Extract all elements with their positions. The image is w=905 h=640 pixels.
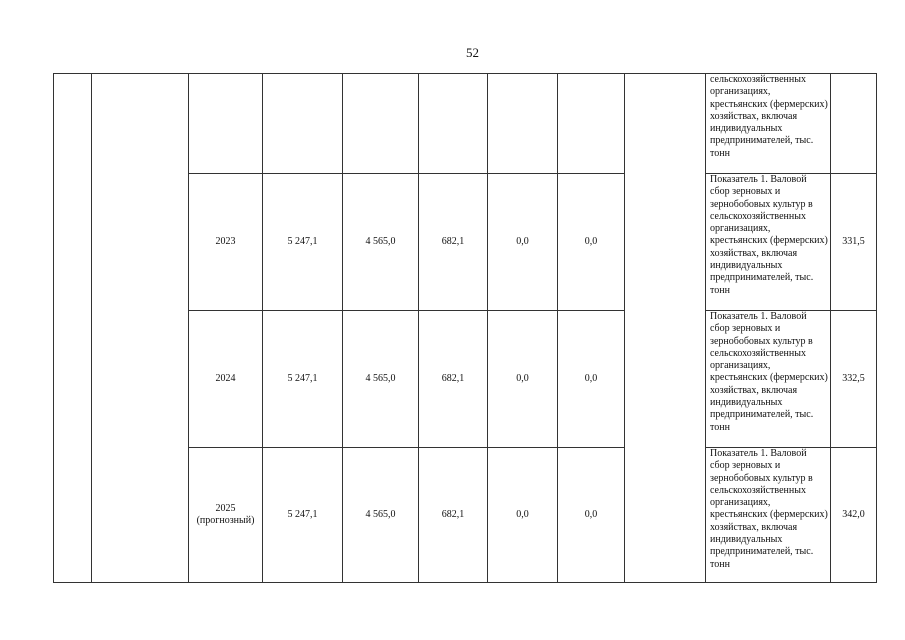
budget-table <box>53 73 877 583</box>
table-cell-col4: 0,0 <box>488 311 558 448</box>
table-cell-col2: 4 565,0 <box>343 174 419 311</box>
table-cell-value: 342,0 <box>831 448 877 583</box>
table-cell-col2: 4 565,0 <box>343 311 419 448</box>
table-cell-total: 5 247,1 <box>263 174 343 311</box>
table-row-carryover <box>54 74 877 174</box>
table-cell-year: 2025 (прогнозный) <box>189 448 263 583</box>
table-cell-col5: 0,0 <box>558 174 625 311</box>
table-cell-col5: 0,0 <box>558 448 625 583</box>
table-cell-col4 <box>488 74 558 174</box>
table-cell-value <box>831 74 877 174</box>
table-cell-indicator: сельскохозяйственных организациях, крестьянских (фермерских) хозяйствах, включая индивидуальных предпринимателей, тыс. тонн <box>706 74 831 174</box>
table-cell-col2 <box>343 74 419 174</box>
table-cell-indicator: Показатель 1. Валовой сбор зерновых и зернобобовых культур в сельскохозяйственных организациях, крестьянских (фермерских) хозяйствах, включая индивидуальных предпринимателей, тыс. тонн <box>706 174 831 311</box>
table-cell-col5 <box>558 74 625 174</box>
table-cell-indicator: Показатель 1. Валовой сбор зерновых и зернобобовых культур в сельскохозяйственных организациях, крестьянских (фермерских) хозяйствах, включая индивидуальных предпринимателей, тыс. тонн <box>706 311 831 448</box>
table-cell-col3: 682,1 <box>419 174 488 311</box>
table-cell-col4: 0,0 <box>488 174 558 311</box>
table-cell-col5: 0,0 <box>558 311 625 448</box>
table-cell-event <box>92 74 189 583</box>
table-cell-year: 2023 <box>189 174 263 311</box>
table-cell-year: 2024 <box>189 311 263 448</box>
table-cell-col3: 682,1 <box>419 311 488 448</box>
table-cell-indicator: Показатель 1. Валовой сбор зерновых и зернобобовых культур в сельскохозяйственных организациях, крестьянских (фермерских) хозяйствах, включая индивидуальных предпринимателей, тыс. тонн <box>706 448 831 583</box>
table-cell-year <box>189 74 263 174</box>
table-cell-value: 331,5 <box>831 174 877 311</box>
table-cell-col2: 4 565,0 <box>343 448 419 583</box>
table-cell-col4: 0,0 <box>488 448 558 583</box>
table-cell-total: 5 247,1 <box>263 311 343 448</box>
table-cell-executor <box>625 74 706 583</box>
table-cell-col3: 682,1 <box>419 448 488 583</box>
table-cell-total <box>263 74 343 174</box>
page-number: 52 <box>466 45 479 60</box>
table-cell-col3 <box>419 74 488 174</box>
table-cell-number <box>54 74 92 583</box>
table-cell-total: 5 247,1 <box>263 448 343 583</box>
table-cell-value: 332,5 <box>831 311 877 448</box>
